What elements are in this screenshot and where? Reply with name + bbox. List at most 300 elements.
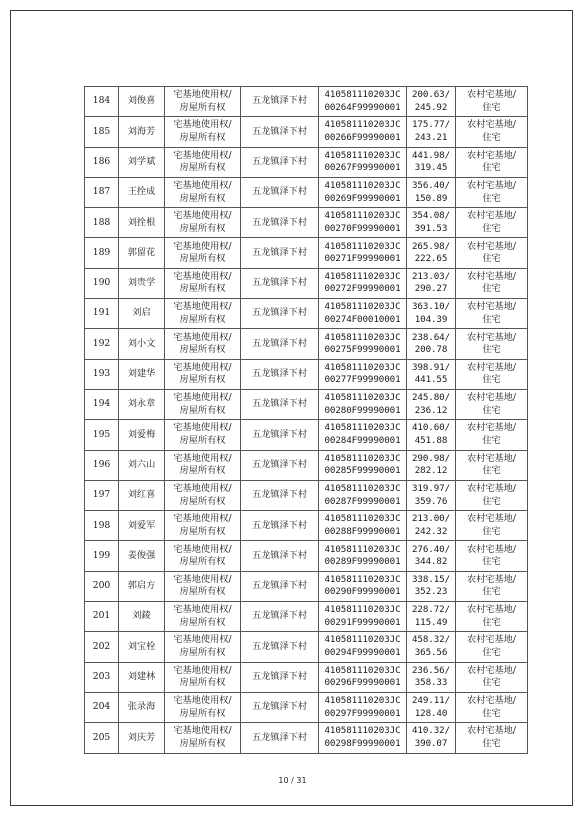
area-line-1: 228.72/	[411, 604, 451, 616]
unit-code-line-2: 00266F99990001	[324, 131, 401, 143]
area-line-2: 128.40	[414, 707, 448, 719]
area-line-1: 356.40/	[411, 180, 451, 192]
unit-code-line-2: 00288F99990001	[324, 525, 401, 537]
area-line-2: 391.53	[414, 222, 448, 234]
location: 五龙镇泽下村	[241, 329, 319, 359]
area	[407, 177, 456, 207]
unit-code-line-2: 00285F99990001	[324, 465, 401, 477]
land-use-line-2: 住宅	[482, 374, 501, 386]
location: 五龙镇泽下村	[241, 117, 319, 147]
area-line-1: 398.91/	[411, 361, 451, 373]
area-line-1: 238.64/	[411, 331, 451, 343]
area	[407, 632, 456, 662]
right-type-line-1: 宅基地使用权/	[173, 149, 232, 161]
owner-name: 刘贵学	[119, 268, 165, 298]
land-use-line-2: 住宅	[482, 131, 501, 143]
area-line-1: 410.60/	[411, 422, 451, 434]
location: 五龙镇泽下村	[241, 632, 319, 662]
row-index: 189	[85, 238, 119, 268]
area-line-2: 352.23	[414, 586, 448, 598]
land-use	[456, 299, 528, 329]
area	[407, 117, 456, 147]
unit-code-line-1: 410581110203JC	[324, 149, 401, 161]
unit-code-line-1: 410581110203JC	[324, 573, 401, 585]
land-use	[456, 147, 528, 177]
unit-code-line-2: 00289F99990001	[324, 556, 401, 568]
unit-code-line-1: 410581110203JC	[324, 725, 401, 737]
right-type-line-2: 房屋所有权	[179, 495, 226, 507]
right-type-line-1: 宅基地使用权/	[173, 240, 232, 252]
area	[407, 602, 456, 632]
row-index: 203	[85, 662, 119, 692]
land-use-line-1: 农村宅基地/	[466, 149, 517, 161]
land-use	[456, 480, 528, 510]
area-line-2: 150.89	[414, 192, 448, 204]
land-use-line-2: 住宅	[482, 283, 501, 295]
land-use	[456, 571, 528, 601]
right-type-line-1: 宅基地使用权/	[173, 604, 232, 616]
unit-code	[319, 632, 407, 662]
right-type	[165, 299, 241, 329]
area-line-1: 213.00/	[411, 513, 451, 525]
land-use-line-2: 住宅	[482, 313, 501, 325]
unit-code-line-2: 00298F99990001	[324, 737, 401, 749]
land-use	[456, 208, 528, 238]
unit-code	[319, 208, 407, 238]
location: 五龙镇泽下村	[241, 208, 319, 238]
unit-code-line-1: 410581110203JC	[324, 89, 401, 101]
area-line-2: 245.92	[414, 101, 448, 113]
land-use-line-2: 住宅	[482, 525, 501, 537]
table-row	[85, 723, 528, 753]
row-index: 184	[85, 87, 119, 117]
location: 五龙镇泽下村	[241, 511, 319, 541]
table-row	[85, 329, 528, 359]
land-use-line-1: 农村宅基地/	[466, 301, 517, 313]
table-row	[85, 359, 528, 389]
owner-name: 刘建华	[119, 359, 165, 389]
land-use-line-1: 农村宅基地/	[466, 392, 517, 404]
owner-name: 刘六山	[119, 450, 165, 480]
area-line-2: 222.65	[414, 253, 448, 265]
table-row	[85, 268, 528, 298]
row-index: 194	[85, 389, 119, 419]
unit-code-line-2: 00277F99990001	[324, 374, 401, 386]
right-type	[165, 602, 241, 632]
land-use	[456, 450, 528, 480]
table-row	[85, 692, 528, 722]
table-row	[85, 480, 528, 510]
location: 五龙镇泽下村	[241, 602, 319, 632]
area-line-1: 410.32/	[411, 725, 451, 737]
right-type	[165, 117, 241, 147]
right-type	[165, 359, 241, 389]
land-use-line-1: 农村宅基地/	[466, 513, 517, 525]
owner-name: 刘海芳	[119, 117, 165, 147]
area	[407, 329, 456, 359]
right-type-line-2: 房屋所有权	[179, 344, 226, 356]
unit-code-line-2: 00271F99990001	[324, 253, 401, 265]
right-type-line-2: 房屋所有权	[179, 253, 226, 265]
area-line-2: 390.07	[414, 737, 448, 749]
right-type-line-1: 宅基地使用权/	[173, 452, 232, 464]
area	[407, 480, 456, 510]
right-type-line-2: 房屋所有权	[179, 646, 226, 658]
land-use	[456, 632, 528, 662]
right-type	[165, 692, 241, 722]
unit-code-line-2: 00297F99990001	[324, 707, 401, 719]
unit-code-line-1: 410581110203JC	[324, 180, 401, 192]
area-line-2: 344.82	[414, 556, 448, 568]
table-row	[85, 208, 528, 238]
location: 五龙镇泽下村	[241, 389, 319, 419]
owner-name: 刘小文	[119, 329, 165, 359]
location: 五龙镇泽下村	[241, 662, 319, 692]
unit-code	[319, 692, 407, 722]
location: 五龙镇泽下村	[241, 723, 319, 753]
unit-code	[319, 87, 407, 117]
area-line-1: 363.10/	[411, 301, 451, 313]
right-type-line-2: 房屋所有权	[179, 616, 226, 628]
table-row	[85, 662, 528, 692]
land-use	[456, 177, 528, 207]
right-type-line-1: 宅基地使用权/	[173, 361, 232, 373]
land-use-line-1: 农村宅基地/	[466, 543, 517, 555]
unit-code-line-2: 00287F99990001	[324, 495, 401, 507]
unit-code-line-2: 00291F99990001	[324, 616, 401, 628]
table-row	[85, 117, 528, 147]
unit-code-line-1: 410581110203JC	[324, 543, 401, 555]
right-type-line-2: 房屋所有权	[179, 162, 226, 174]
owner-name: 姜俊强	[119, 541, 165, 571]
area-line-1: 338.15/	[411, 573, 451, 585]
unit-code	[319, 480, 407, 510]
area	[407, 420, 456, 450]
land-use	[456, 238, 528, 268]
unit-code-line-1: 410581110203JC	[324, 240, 401, 252]
area	[407, 662, 456, 692]
land-use-line-1: 农村宅基地/	[466, 604, 517, 616]
area	[407, 541, 456, 571]
owner-name: 刘启	[119, 299, 165, 329]
area-line-1: 441.98/	[411, 149, 451, 161]
row-index: 200	[85, 571, 119, 601]
area-line-2: 451.88	[414, 434, 448, 446]
area-line-1: 458.32/	[411, 634, 451, 646]
row-index: 186	[85, 147, 119, 177]
unit-code-line-1: 410581110203JC	[324, 210, 401, 222]
land-use-line-1: 农村宅基地/	[466, 452, 517, 464]
right-type	[165, 632, 241, 662]
owner-name: 刘俊喜	[119, 87, 165, 117]
area	[407, 147, 456, 177]
owner-name: 刘拴根	[119, 208, 165, 238]
unit-code-line-2: 00267F99990001	[324, 162, 401, 174]
right-type-line-1: 宅基地使用权/	[173, 725, 232, 737]
land-use-line-2: 住宅	[482, 344, 501, 356]
right-type-line-2: 房屋所有权	[179, 283, 226, 295]
right-type-line-1: 宅基地使用权/	[173, 180, 232, 192]
right-type-line-1: 宅基地使用权/	[173, 301, 232, 313]
unit-code	[319, 723, 407, 753]
area-line-1: 200.63/	[411, 89, 451, 101]
area	[407, 87, 456, 117]
unit-code-line-2: 00275F99990001	[324, 344, 401, 356]
land-use-line-2: 住宅	[482, 677, 501, 689]
unit-code-line-2: 00284F99990001	[324, 434, 401, 446]
right-type-line-2: 房屋所有权	[179, 525, 226, 537]
row-index: 202	[85, 632, 119, 662]
location: 五龙镇泽下村	[241, 147, 319, 177]
unit-code-line-2: 00294F99990001	[324, 646, 401, 658]
right-type-line-2: 房屋所有权	[179, 586, 226, 598]
land-use	[456, 420, 528, 450]
right-type-line-1: 宅基地使用权/	[173, 543, 232, 555]
row-index: 199	[85, 541, 119, 571]
unit-code-line-1: 410581110203JC	[324, 119, 401, 131]
area-line-1: 276.40/	[411, 543, 451, 555]
table-row	[85, 420, 528, 450]
unit-code	[319, 571, 407, 601]
row-index: 192	[85, 329, 119, 359]
location: 五龙镇泽下村	[241, 87, 319, 117]
unit-code-line-1: 410581110203JC	[324, 301, 401, 313]
right-type	[165, 238, 241, 268]
unit-code-line-2: 00296F99990001	[324, 677, 401, 689]
unit-code-line-2: 00270F99990001	[324, 222, 401, 234]
location: 五龙镇泽下村	[241, 299, 319, 329]
owner-name: 刘永章	[119, 389, 165, 419]
right-type-line-1: 宅基地使用权/	[173, 89, 232, 101]
land-use-line-2: 住宅	[482, 434, 501, 446]
owner-name: 刘庆芳	[119, 723, 165, 753]
location: 五龙镇泽下村	[241, 480, 319, 510]
land-use	[456, 389, 528, 419]
unit-code-line-1: 410581110203JC	[324, 513, 401, 525]
unit-code	[319, 511, 407, 541]
row-index: 188	[85, 208, 119, 238]
right-type	[165, 511, 241, 541]
right-type	[165, 177, 241, 207]
area	[407, 268, 456, 298]
unit-code	[319, 450, 407, 480]
right-type	[165, 420, 241, 450]
area-line-2: 290.27	[414, 283, 448, 295]
right-type-line-1: 宅基地使用权/	[173, 695, 232, 707]
land-use-line-1: 农村宅基地/	[466, 331, 517, 343]
land-use	[456, 87, 528, 117]
area-line-1: 290.98/	[411, 452, 451, 464]
area	[407, 359, 456, 389]
unit-code-line-2: 00264F99990001	[324, 101, 401, 113]
right-type-line-2: 房屋所有权	[179, 101, 226, 113]
land-use	[456, 359, 528, 389]
unit-code-line-1: 410581110203JC	[324, 331, 401, 343]
unit-code-line-1: 410581110203JC	[324, 695, 401, 707]
land-use-line-2: 住宅	[482, 404, 501, 416]
location: 五龙镇泽下村	[241, 177, 319, 207]
area-line-2: 358.33	[414, 677, 448, 689]
area-line-1: 236.56/	[411, 664, 451, 676]
owner-name: 刘爱梅	[119, 420, 165, 450]
table-row	[85, 147, 528, 177]
right-type-line-2: 房屋所有权	[179, 556, 226, 568]
area-line-1: 265.98/	[411, 240, 451, 252]
area	[407, 511, 456, 541]
location: 五龙镇泽下村	[241, 450, 319, 480]
location: 五龙镇泽下村	[241, 541, 319, 571]
right-type-line-1: 宅基地使用权/	[173, 483, 232, 494]
right-type-line-1: 宅基地使用权/	[173, 270, 232, 282]
row-index: 187	[85, 177, 119, 207]
location: 五龙镇泽下村	[241, 238, 319, 268]
area-line-1: 213.03/	[411, 270, 451, 282]
right-type-line-1: 宅基地使用权/	[173, 392, 232, 404]
area	[407, 723, 456, 753]
row-index: 195	[85, 420, 119, 450]
unit-code-line-2: 00274F00010001	[324, 313, 401, 325]
owner-name: 郭留花	[119, 238, 165, 268]
row-index: 205	[85, 723, 119, 753]
right-type-line-2: 房屋所有权	[179, 222, 226, 234]
land-use-line-1: 农村宅基地/	[466, 634, 517, 646]
area	[407, 450, 456, 480]
area-line-2: 365.56	[414, 646, 448, 658]
table-row	[85, 632, 528, 662]
unit-code-line-1: 410581110203JC	[324, 604, 401, 616]
area	[407, 208, 456, 238]
unit-code-line-1: 410581110203JC	[324, 392, 401, 404]
table-row	[85, 571, 528, 601]
unit-code-line-1: 410581110203JC	[324, 422, 401, 434]
right-type-line-2: 房屋所有权	[179, 465, 226, 477]
unit-code	[319, 602, 407, 632]
area	[407, 299, 456, 329]
right-type	[165, 329, 241, 359]
land-use-line-1: 农村宅基地/	[466, 89, 517, 101]
right-type-line-1: 宅基地使用权/	[173, 573, 232, 585]
area-line-1: 175.77/	[411, 119, 451, 131]
unit-code-line-2: 00280F99990001	[324, 404, 401, 416]
unit-code-line-1: 410581110203JC	[324, 270, 401, 282]
right-type	[165, 662, 241, 692]
table-row	[85, 511, 528, 541]
right-type-line-1: 宅基地使用权/	[173, 210, 232, 222]
area-line-2: 441.55	[414, 374, 448, 386]
right-type-line-2: 房屋所有权	[179, 434, 226, 446]
land-use	[456, 692, 528, 722]
right-type	[165, 541, 241, 571]
right-type-line-2: 房屋所有权	[179, 374, 226, 386]
records-table	[84, 86, 528, 754]
land-use-line-2: 住宅	[482, 222, 501, 234]
location: 五龙镇泽下村	[241, 268, 319, 298]
unit-code	[319, 329, 407, 359]
table-row	[85, 389, 528, 419]
row-index: 190	[85, 268, 119, 298]
land-use	[456, 662, 528, 692]
land-use-line-2: 住宅	[482, 707, 501, 719]
page-number: 10 / 31	[278, 776, 307, 785]
area-line-2: 115.49	[414, 616, 448, 628]
row-index: 201	[85, 602, 119, 632]
location: 五龙镇泽下村	[241, 420, 319, 450]
area-line-1: 354.08/	[411, 210, 451, 222]
right-type	[165, 208, 241, 238]
records-table-body	[85, 87, 528, 754]
land-use	[456, 329, 528, 359]
right-type-line-1: 宅基地使用权/	[173, 634, 232, 646]
table-row	[85, 177, 528, 207]
unit-code	[319, 420, 407, 450]
row-index: 193	[85, 359, 119, 389]
owner-name: 刘学斌	[119, 147, 165, 177]
unit-code-line-1: 410581110203JC	[324, 664, 401, 676]
land-use	[456, 511, 528, 541]
unit-code-line-1: 410581110203JC	[324, 634, 401, 646]
right-type-line-1: 宅基地使用权/	[173, 422, 232, 434]
land-use-line-2: 住宅	[482, 737, 501, 749]
unit-code-line-1: 410581110203JC	[324, 483, 401, 494]
land-use-line-1: 农村宅基地/	[466, 119, 517, 131]
land-use	[456, 541, 528, 571]
location: 五龙镇泽下村	[241, 359, 319, 389]
area-line-2: 243.21	[414, 131, 448, 143]
unit-code-line-1: 410581110203JC	[324, 361, 401, 373]
unit-code-line-2: 00272F99990001	[324, 283, 401, 295]
area-line-2: 359.76	[414, 495, 448, 507]
land-use-line-2: 住宅	[482, 495, 501, 507]
land-use-line-1: 农村宅基地/	[466, 180, 517, 192]
table-row	[85, 602, 528, 632]
land-use	[456, 117, 528, 147]
row-index: 191	[85, 299, 119, 329]
unit-code	[319, 177, 407, 207]
right-type	[165, 268, 241, 298]
row-index: 196	[85, 450, 119, 480]
land-use-line-1: 农村宅基地/	[466, 483, 517, 494]
right-type	[165, 87, 241, 117]
table-row	[85, 541, 528, 571]
area	[407, 238, 456, 268]
location: 五龙镇泽下村	[241, 571, 319, 601]
land-use-line-2: 住宅	[482, 616, 501, 628]
area-line-1: 245.80/	[411, 392, 451, 404]
land-use	[456, 723, 528, 753]
owner-name: 刘红喜	[119, 480, 165, 510]
right-type	[165, 147, 241, 177]
unit-code-line-1: 410581110203JC	[324, 452, 401, 464]
land-use-line-1: 农村宅基地/	[466, 695, 517, 707]
row-index: 198	[85, 511, 119, 541]
land-use-line-2: 住宅	[482, 465, 501, 477]
owner-name: 刘建林	[119, 662, 165, 692]
table-row	[85, 87, 528, 117]
unit-code	[319, 389, 407, 419]
right-type-line-2: 房屋所有权	[179, 192, 226, 204]
right-type-line-2: 房屋所有权	[179, 737, 226, 749]
right-type	[165, 450, 241, 480]
owner-name: 刘錂	[119, 602, 165, 632]
area-line-1: 319.97/	[411, 483, 451, 494]
unit-code	[319, 268, 407, 298]
area-line-2: 242.32	[414, 525, 448, 537]
area	[407, 571, 456, 601]
area	[407, 692, 456, 722]
table-row	[85, 450, 528, 480]
table-row	[85, 299, 528, 329]
right-type-line-1: 宅基地使用权/	[173, 331, 232, 343]
